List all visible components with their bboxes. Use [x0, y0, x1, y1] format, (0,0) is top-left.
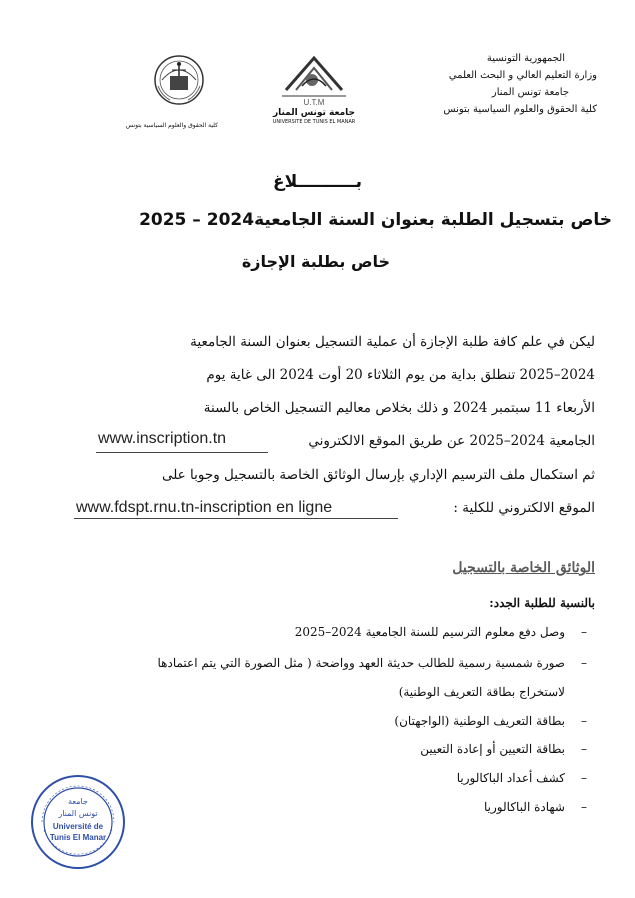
new-students-subtitle: بالنسبة للطلبة الجدد: — [489, 596, 595, 610]
license-students-subtitle: خاص بطلبة الإجازة — [241, 252, 390, 271]
faculty-emblem-logo — [148, 52, 210, 122]
ministry-header — [367, 50, 597, 118]
official-stamp — [28, 772, 128, 872]
list-dash: – — [581, 714, 587, 728]
utm-caption-fr: UNIVERSITE DE TUNIS EL MANAR — [272, 119, 356, 125]
paragraph-line-2: 2024–2025 تنطلق بداية من يوم الثلاثاء 20 أوت 2024 الى غاية يوم — [206, 367, 595, 383]
registration-subtitle: خاص بتسجيل الطلبة بعنوان السنة الجامعية2024 – 2025 — [139, 210, 612, 230]
list-item: –بطاقة التعيين أو إعادة التعيين — [420, 742, 587, 756]
list-dash: – — [581, 656, 587, 670]
faculty-website-link[interactable]: www.fdspt.rnu.tn-inscription en ligne — [76, 499, 333, 516]
header-line-university: جامعة تونس المنار — [491, 87, 569, 98]
header-line-republic: الجمهورية التونسية — [486, 53, 565, 64]
list-item: –بطاقة التعريف الوطنية (الواجهتان) — [394, 714, 587, 728]
stamp-line-2: تونس المنار — [58, 809, 98, 818]
inscription-url-underline — [96, 452, 268, 453]
list-item: –كشف أعداد الباكالوريا — [456, 771, 587, 785]
list-dash: – — [581, 800, 587, 814]
list-dash: – — [581, 771, 587, 785]
faculty-emblem-caption: كلية الحقوق والعلوم السياسية بتونس — [125, 122, 218, 129]
list-item: –صورة شمسية رسمية للطالب حديثة العهد وواضحة ( مثل الصورة التي يتم اعتمادها — [157, 656, 587, 670]
header-line-ministry: وزارة التعليم العالي و البحث العلمي — [448, 70, 597, 81]
paragraph-line-1: ليكن في علم كافة طلبة الإجازة أن عملية التسجيل بعنوان السنة الجامعية — [190, 334, 595, 350]
paragraph-line-4: الجامعية 2024–2025 عن طريق الموقع الالكتروني — [308, 433, 595, 449]
utm-caption-ar: جامعة تونس المنار — [272, 108, 356, 118]
list-item: –شهادة الباكالوريا — [484, 800, 587, 814]
faculty-url-underline — [74, 518, 398, 519]
utm-logo-mark: U.T.M — [303, 98, 325, 107]
inscription-website-link[interactable]: www.inscription.tn — [98, 430, 227, 447]
stamp-line-1: جامعة — [68, 797, 88, 806]
stamp-line-3: Université de — [52, 822, 104, 831]
list-dash: – — [581, 625, 587, 639]
list-item-continuation: لاستخراج بطاقة التعريف الوطنية) — [398, 685, 565, 699]
announcement-title: بــــــــــلاغ — [272, 172, 362, 192]
list-dash: – — [581, 742, 587, 756]
list-item: –وصل دفع معلوم الترسيم للسنة الجامعية 2024–2025 — [294, 625, 587, 639]
header-line-faculty: كلية الحقوق والعلوم السياسية بتونس — [443, 104, 597, 115]
documents-section-title: الوثائق الخاصة بالتسجيل — [452, 560, 595, 576]
stamp-line-4: Tunis El Manar — [49, 833, 107, 842]
paragraph-line-3: الأربعاء 11 سبتمبر 2024 و ذلك بخلاص معاليم التسجيل الخاص بالسنة — [203, 400, 595, 416]
paragraph-line-5: ثم استكمال ملف الترسيم الإداري بإرسال الوثائق الخاصة بالتسجيل وجوبا على — [161, 467, 595, 483]
paragraph-line-6: الموقع الالكتروني للكلية : — [453, 500, 595, 516]
